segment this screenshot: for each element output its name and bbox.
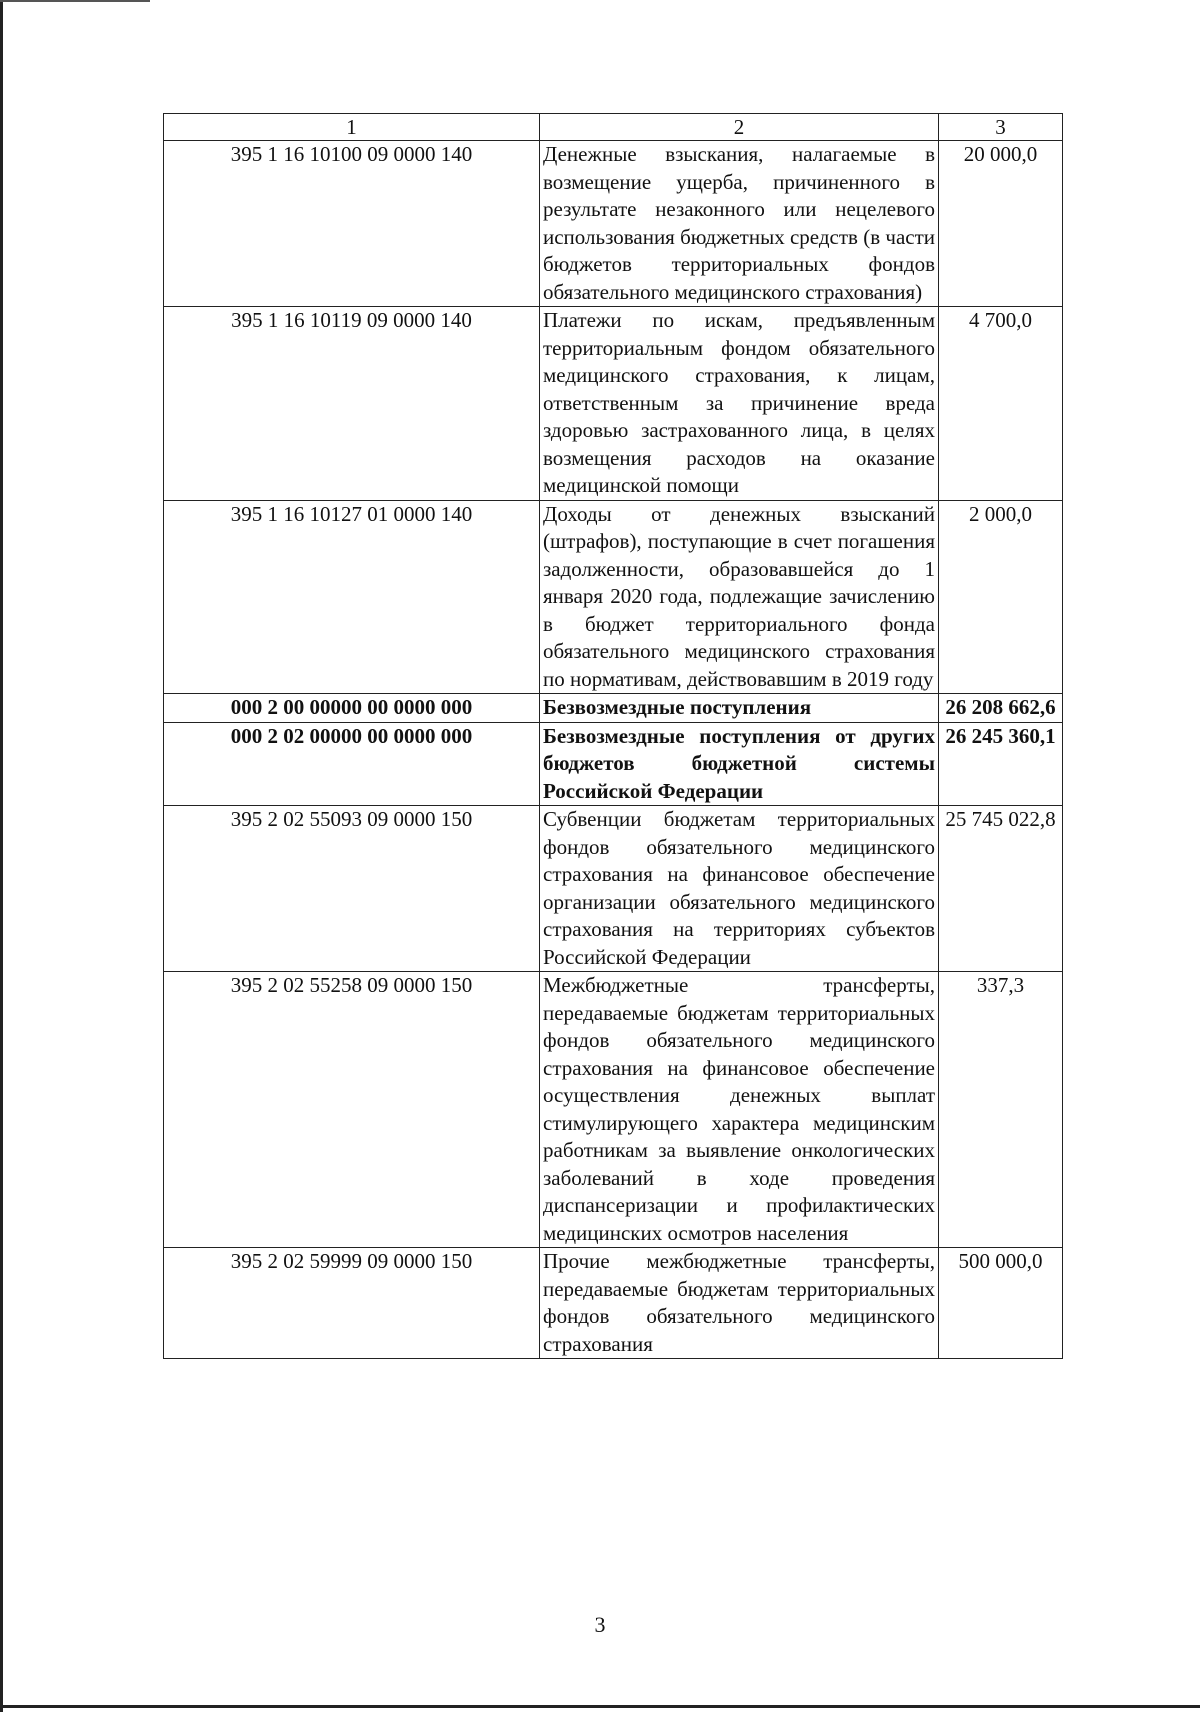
table-row (164, 500, 1063, 694)
page-number: 3 (594, 1612, 606, 1637)
table-row-total (164, 694, 1063, 723)
revenue-amount: 337,3 (939, 972, 1063, 1248)
revenue-description: Субвенции бюджетам территориальных фондов обязательного медицинского страхования на финансовое обеспечение организации обязательного медицинского страхования на территориях субъектов Российской Федерации (540, 806, 939, 972)
revenue-amount: 2 000,0 (939, 500, 1063, 694)
revenue-description: Платежи по искам, предъявленным территориальным фондом обязательного медицинского страхования, к лицам, ответственным за причинение вреда здоровью застрахованного лица, в целях возмещения расходов на оказание медицинской помощи (540, 307, 939, 501)
header-row (164, 114, 1063, 141)
table-body (164, 141, 1063, 1359)
revenue-amount: 26 208 662,6 (939, 694, 1063, 723)
budget-code: 395 2 02 55093 09 0000 150 (164, 806, 540, 972)
table-header (164, 114, 1063, 141)
revenue-description: Денежные взыскания, налагаемые в возмещение ущерба, причиненного в результате незаконного или нецелевого использования бюджетных средств (в части бюджетов территориальных фондов обязательного медицинского страхования) (540, 141, 939, 307)
budget-code: 395 2 02 55258 09 0000 150 (164, 972, 540, 1248)
budget-code: 000 2 00 00000 00 0000 000 (164, 694, 540, 723)
revenue-description: Межбюджетные трансферты, передаваемые бюджетам территориальных фондов обязательного медицинского страхования на финансовое обеспечение осуществления денежных выплат стимулирующего характера медицинским работникам за выявление онкологических заболеваний в ходе проведения диспансеризации и профилактических медицинских осмотров населения (540, 972, 939, 1248)
table-row-subtotal (164, 722, 1063, 806)
budget-code: 395 2 02 59999 09 0000 150 (164, 1248, 540, 1359)
revenue-description: Прочие межбюджетные трансферты, передаваемые бюджетам территориальных фондов обязательного медицинского страхования (540, 1248, 939, 1359)
scan-edge-left (0, 0, 3, 1712)
column-header-amount: 3 (939, 114, 1063, 141)
table-row (164, 1248, 1063, 1359)
revenue-amount: 26 245 360,1 (939, 722, 1063, 806)
budget-code: 395 1 16 10127 01 0000 140 (164, 500, 540, 694)
table-row (164, 806, 1063, 972)
table-row (164, 972, 1063, 1248)
column-header-description: 2 (540, 114, 939, 141)
scan-edge-bottom (0, 1705, 1200, 1708)
scan-edge-top (0, 0, 150, 2)
budget-code: 000 2 02 00000 00 0000 000 (164, 722, 540, 806)
revenue-amount: 20 000,0 (939, 141, 1063, 307)
table-row (164, 141, 1063, 307)
revenue-description: Безвозмездные поступления (540, 694, 939, 723)
revenue-description: Доходы от денежных взысканий (штрафов), поступающие в счет погашения задолженности, образовавшейся до 1 января 2020 года, подлежащие зачислению в бюджет территориального фонда обязательного медицинского страхования по нормативам, действовавшим в 2019 году (540, 500, 939, 694)
revenue-table (163, 113, 1063, 1359)
revenue-description: Безвозмездные поступления от других бюджетов бюджетной системы Российской Федерации (540, 722, 939, 806)
revenue-amount: 500 000,0 (939, 1248, 1063, 1359)
budget-code: 395 1 16 10119 09 0000 140 (164, 307, 540, 501)
revenue-amount: 4 700,0 (939, 307, 1063, 501)
revenue-amount: 25 745 022,8 (939, 806, 1063, 972)
column-header-code: 1 (164, 114, 540, 141)
table-row (164, 307, 1063, 501)
budget-code: 395 1 16 10100 09 0000 140 (164, 141, 540, 307)
